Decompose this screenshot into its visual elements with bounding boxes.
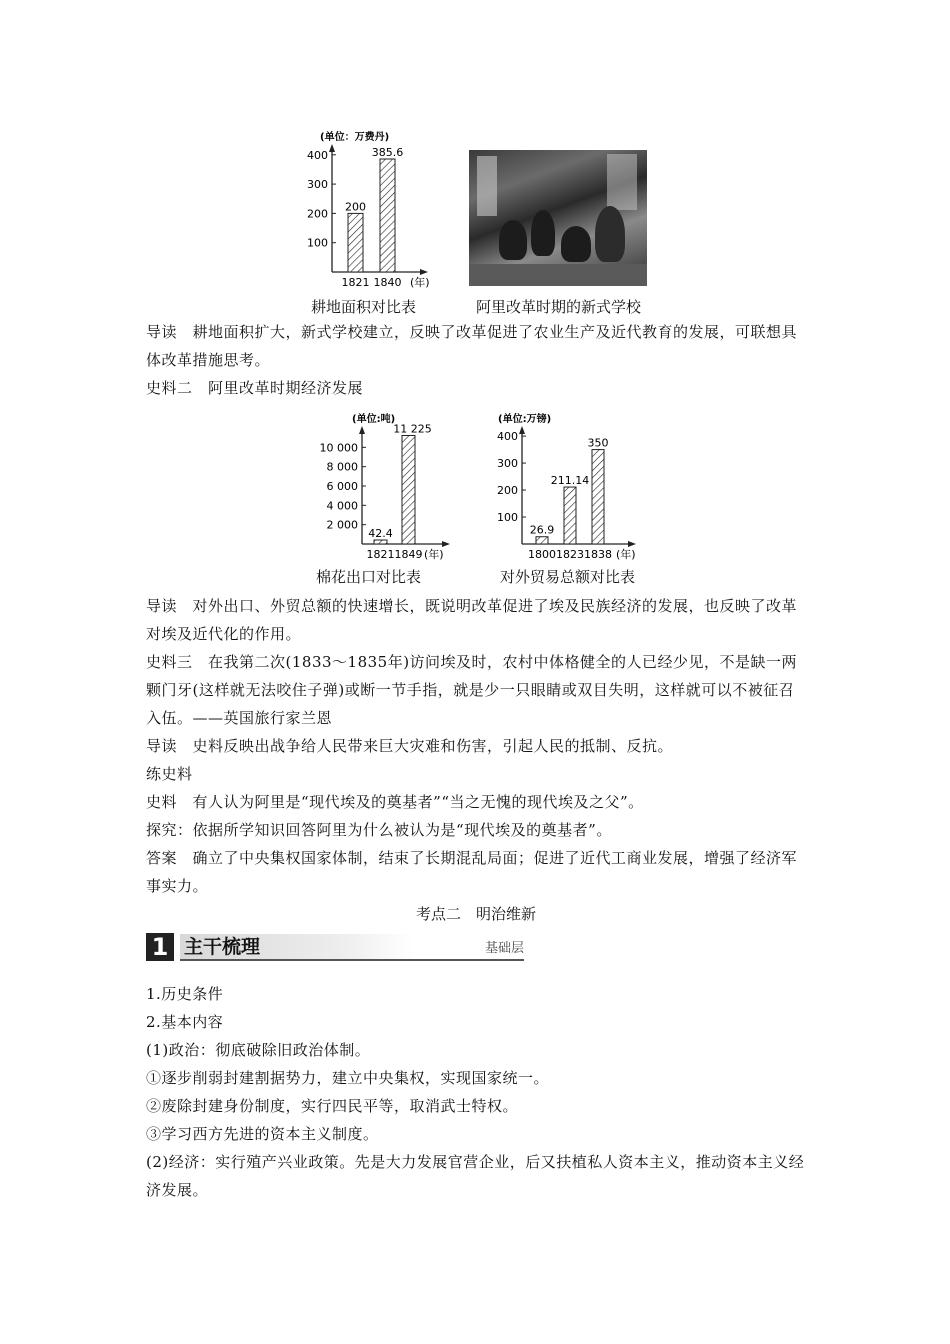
chart-cotton-export <box>318 406 468 564</box>
bar <box>536 537 548 544</box>
x-tick-label: 1800 <box>528 548 556 561</box>
y-tick-label: 200 <box>497 484 518 498</box>
banner-number: 1 <box>146 933 174 961</box>
list-item-politics-1: ①逐步削弱封建割据势力，建立中央集权，实现国家统一。 <box>146 1069 550 1087</box>
list-item-economy: (2)经济：实行殖产兴业政策。先是大力发展官营企业，后又扶植私人资本主义，推动资本主义经济发展。 <box>146 1153 805 1199</box>
chart-foreign-trade <box>494 406 644 564</box>
section-title: 考点二 明治维新 <box>415 905 536 923</box>
x-tick-label: 1821 <box>366 548 395 561</box>
x-axis-arrow <box>628 541 636 547</box>
list-item-2: 2.基本内容 <box>146 1013 224 1031</box>
y-tick-label: 100 <box>307 236 328 250</box>
x-tick-label: 1821 <box>341 276 370 289</box>
y-tick-label: 300 <box>307 178 328 192</box>
x-axis-arrow <box>420 269 428 275</box>
banner-title: 主干梳理 <box>180 934 414 960</box>
list-item-1: 1.历史条件 <box>146 985 224 1003</box>
x-tick-label: 1838 <box>584 548 612 561</box>
chart2-caption: 棉花出口对比表 <box>316 568 422 586</box>
chart1-caption: 耕地面积对比表 <box>311 298 417 316</box>
bar-value-label: 26.9 <box>529 523 555 537</box>
unit-label: (单位:吨) <box>352 414 396 425</box>
y-tick-label: 100 <box>497 511 518 525</box>
unit-label: (单位：万费丹) <box>320 132 390 143</box>
bar <box>564 487 576 544</box>
y-tick-label: 8 000 <box>326 460 358 474</box>
school-photo <box>469 150 647 286</box>
paragraph-guide-1: 导读 耕地面积扩大，新式学校建立，反映了改革促进了农业生产及近代教育的发展，可联想具体改革措施思考。 <box>146 323 798 369</box>
bar-value-label: 42.4 <box>368 527 393 540</box>
paragraph-practice: 练史料 <box>146 765 193 783</box>
bar-value-label: 200 <box>345 200 366 214</box>
bar <box>348 213 363 272</box>
bar-value-label: 11 225 <box>393 422 432 436</box>
y-tick-label: 400 <box>497 430 518 444</box>
bar <box>380 159 395 272</box>
x-unit-label: (年) <box>616 548 636 561</box>
y-tick-label: 300 <box>497 457 518 471</box>
y-tick-label: 6 000 <box>326 480 358 493</box>
y-tick-label: 10 000 <box>319 441 358 455</box>
list-item-politics-2: ②废除封建身份制度，实行四民平等，取消武士特权。 <box>146 1097 519 1115</box>
section-banner <box>146 933 524 961</box>
banner-divider <box>180 959 524 961</box>
unit-label: (单位:万镑) <box>498 414 552 425</box>
photo-caption: 阿里改革时期的新式学校 <box>476 298 642 316</box>
paragraph-answer: 答案 确立了中央集权国家体制，结束了长期混乱局面；促进了近代工商业发展，增强了经济军事实力。 <box>146 849 798 895</box>
y-axis-arrow <box>329 144 335 152</box>
chart3-caption: 对外贸易总额对比表 <box>500 568 636 586</box>
y-tick-label: 2 000 <box>326 518 358 532</box>
paragraph-source-3: 史料三 在我第二次(1833～1835年)访问埃及时，农村中体格健全的人已经少见，不是缺一两颗门牙(这样就无法咬住子弹)或断一节手指，就是少一只眼睛或双目失明，这样就可以不被征召入伍。——英国旅行家兰恩 <box>146 653 798 727</box>
x-axis-arrow <box>442 541 450 547</box>
y-tick-label: 200 <box>307 207 328 221</box>
x-unit-label: (年) <box>424 548 444 561</box>
x-tick-label: 1823 <box>556 548 584 561</box>
y-tick-label: 4 000 <box>326 499 358 513</box>
bar-value-label: 385.6 <box>371 146 404 160</box>
chart-farmland-area <box>300 124 440 292</box>
list-item-politics-3: ③学习西方先进的资本主义制度。 <box>146 1125 379 1143</box>
x-tick-label: 1840 <box>373 276 402 289</box>
list-item-politics: (1)政治：彻底破除旧政治体制。 <box>146 1041 371 1059</box>
y-tick-label: 400 <box>307 148 328 162</box>
paragraph-question: 探究：依据所学知识回答阿里为什么被认为是“现代埃及的奠基者”。 <box>146 821 612 839</box>
paragraph-source-2: 史料二 阿里改革时期经济发展 <box>146 379 364 397</box>
y-axis-arrow <box>359 426 365 434</box>
bar-value-label: 211.14 <box>550 474 590 488</box>
bar <box>374 540 387 544</box>
paragraph-guide-2: 导读 对外出口、外贸总额的快速增长，既说明改革促进了埃及民族经济的发展，也反映了改革对埃及近代化的作用。 <box>146 597 798 643</box>
bar-value-label: 350 <box>587 436 609 450</box>
x-unit-label: (年) <box>410 276 430 289</box>
paragraph-source: 史料 有人认为阿里是“现代埃及的奠基者”“当之无愧的现代埃及之父”。 <box>146 793 644 811</box>
paragraph-guide-3: 导读 史料反映出战争给人民带来巨大灾难和伤害，引起人民的抵制、反抗。 <box>146 737 674 755</box>
x-tick-label: 1849 <box>394 548 423 561</box>
bar <box>592 450 604 544</box>
banner-level: 基础层 <box>484 941 524 956</box>
bar <box>402 435 415 544</box>
y-axis-arrow <box>519 426 525 434</box>
